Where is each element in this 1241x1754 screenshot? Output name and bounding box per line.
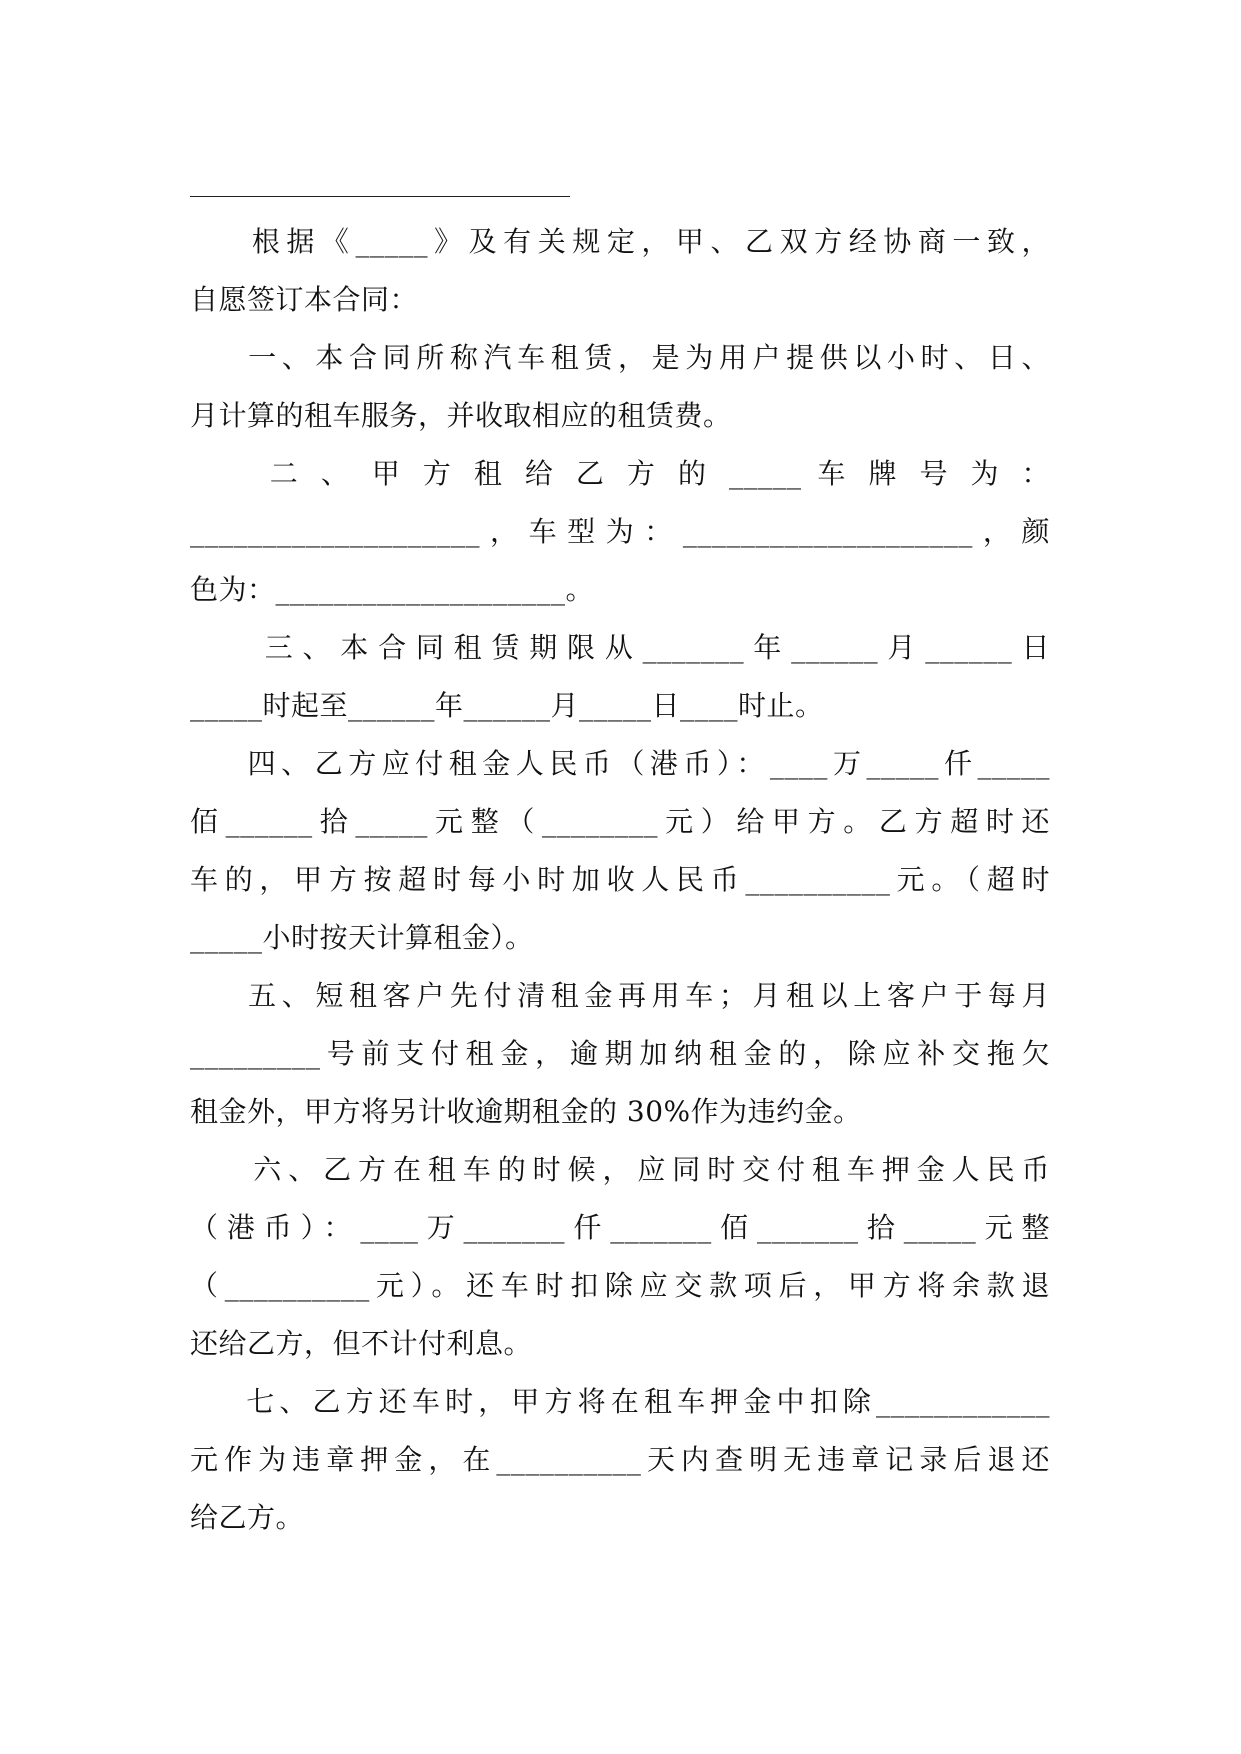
clause-5-line-1: 五、短租客户先付清租金再用车；月租以上客户于每月 — [190, 979, 1050, 1012]
clause-3-line-1: 三、本合同租赁期限从_______年______月______日 — [190, 631, 1050, 664]
clause-1-line-2: 月计算的租车服务，并收取相应的租赁费。 — [190, 399, 732, 432]
clause-5-line-3: 租金外，甲方将另计收逾期租金的 30%作为违约金。 — [190, 1095, 862, 1128]
clause-7-line-3: 给乙方。 — [190, 1501, 305, 1534]
clause-2-line-2: ____________________，车型为：____________________，颜 — [190, 515, 1050, 548]
clause-2-line-1: 二 、 甲 方 租 给 乙 方 的 _____ 车 牌 号 为 ： — [190, 457, 1050, 490]
clause-6-line-4: 还给乙方，但不计付利息。 — [190, 1327, 533, 1360]
clause-7-line-2: 元作为违章押金，在__________天内查明无违章记录后退还 — [190, 1443, 1050, 1476]
header-rule — [190, 196, 570, 197]
clause-4-line-1: 四、乙方应付租金人民币（港币）：____万_____仟_____ — [190, 747, 1050, 780]
clause-intro-line-1: 根据《_____》及有关规定，甲、乙双方经协商一致， — [190, 225, 1050, 258]
clause-2-line-3: 色为：____________________。 — [190, 573, 595, 606]
clause-4-line-3: 车的，甲方按超时每小时加收人民币__________元。（超时 — [190, 863, 1050, 896]
clause-6-line-2: （港币）：____万_______仟_______佰_______拾_____元整 — [190, 1211, 1050, 1244]
clause-6-line-3: （__________元）。还车时扣除应交款项后，甲方将余款退 — [190, 1269, 1050, 1302]
clause-4-line-2: 佰______拾_____元整（________元）给甲方。乙方超时还 — [190, 805, 1050, 838]
clause-6-line-1: 六、乙方在租车的时候，应同时交付租车押金人民币 — [190, 1153, 1050, 1186]
clause-7-line-1: 七、乙方还车时，甲方将在租车押金中扣除____________ — [190, 1385, 1050, 1418]
clause-intro-line-2: 自愿签订本合同： — [190, 283, 419, 316]
clause-1-line-1: 一、本合同所称汽车租赁，是为用户提供以小时、日、 — [190, 341, 1050, 374]
clause-4-line-4: _____小时按天计算租金）。 — [190, 921, 534, 954]
clause-5-line-2: _________号前支付租金，逾期加纳租金的，除应补交拖欠 — [190, 1037, 1050, 1070]
clause-3-line-2: _____时起至______年______月_____日____时止。 — [190, 689, 824, 722]
